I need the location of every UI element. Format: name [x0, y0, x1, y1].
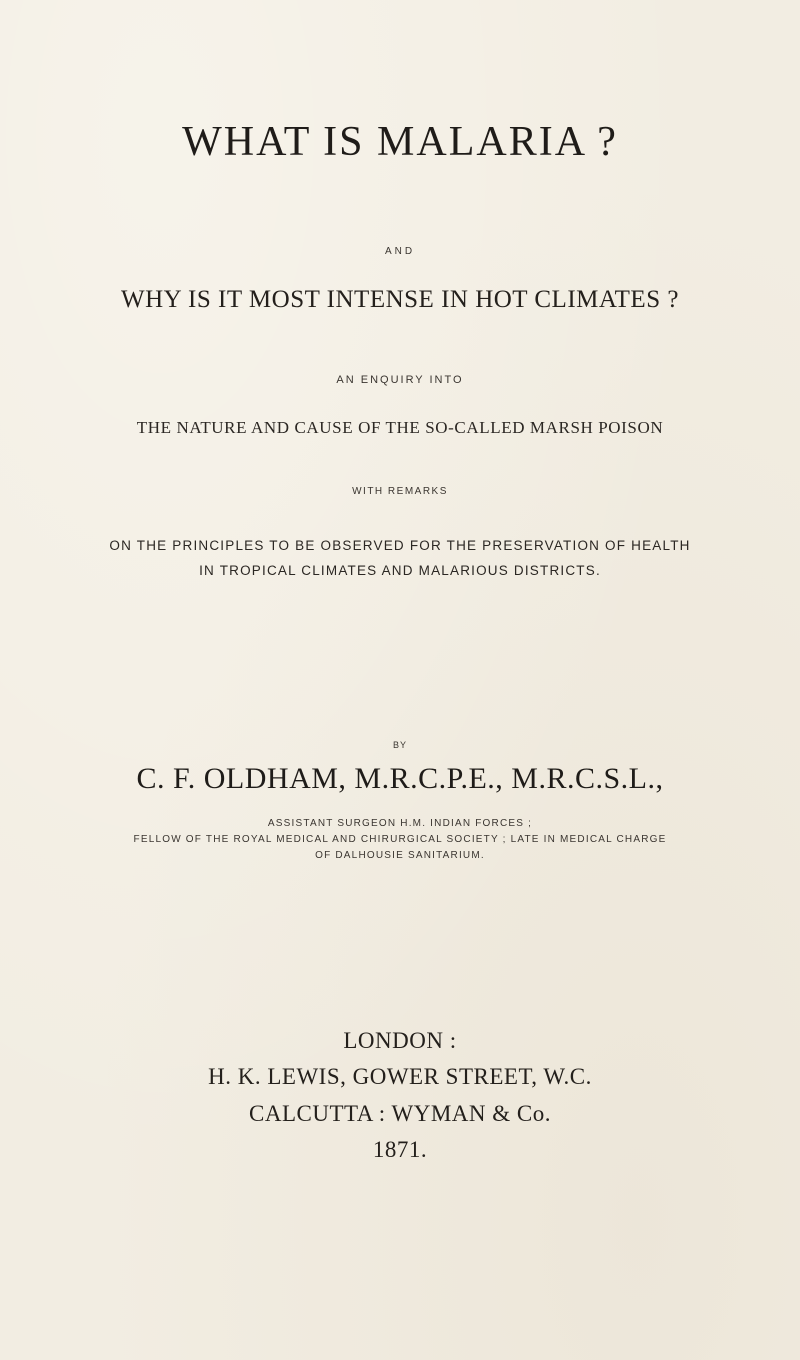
principles-line: ON THE PRINCIPLES TO BE OBSERVED FOR THE PRESERVATION OF HEALTH	[109, 538, 691, 553]
imprint-distributor: CALCUTTA : WYMAN & Co.	[249, 1101, 551, 1126]
imprint-publisher: H. K. LEWIS, GOWER STREET, W.C.	[208, 1064, 592, 1089]
conjunction-and: AND	[384, 246, 416, 257]
subject-line: THE NATURE AND CAUSE OF THE SO-CALLED MARSH POISON	[136, 418, 664, 437]
author-credentials-line: OF DALHOUSIE SANITARIUM.	[315, 850, 485, 861]
author-credentials-line: ASSISTANT SURGEON H.M. INDIAN FORCES ;	[267, 818, 533, 829]
author-name: C. F. OLDHAM, M.R.C.P.E., M.R.C.S.L.,	[136, 762, 664, 795]
author-credentials-line: FELLOW OF THE ROYAL MEDICAL AND CHIRURGICAL SOCIETY ; LATE IN MEDICAL CHARGE	[133, 834, 667, 845]
imprint-year: 1871.	[372, 1137, 428, 1162]
by-label: BY	[392, 740, 407, 750]
remarks-label: WITH REMARKS	[352, 486, 448, 497]
main-title: WHAT IS MALARIA ?	[182, 119, 618, 165]
imprint-place: LONDON :	[343, 1028, 457, 1053]
enquiry-label: AN ENQUIRY INTO	[336, 374, 464, 386]
principles-line: IN TROPICAL CLIMATES AND MALARIOUS DISTRICTS.	[199, 563, 601, 578]
subtitle: WHY IS IT MOST INTENSE IN HOT CLIMATES ?	[121, 286, 679, 313]
